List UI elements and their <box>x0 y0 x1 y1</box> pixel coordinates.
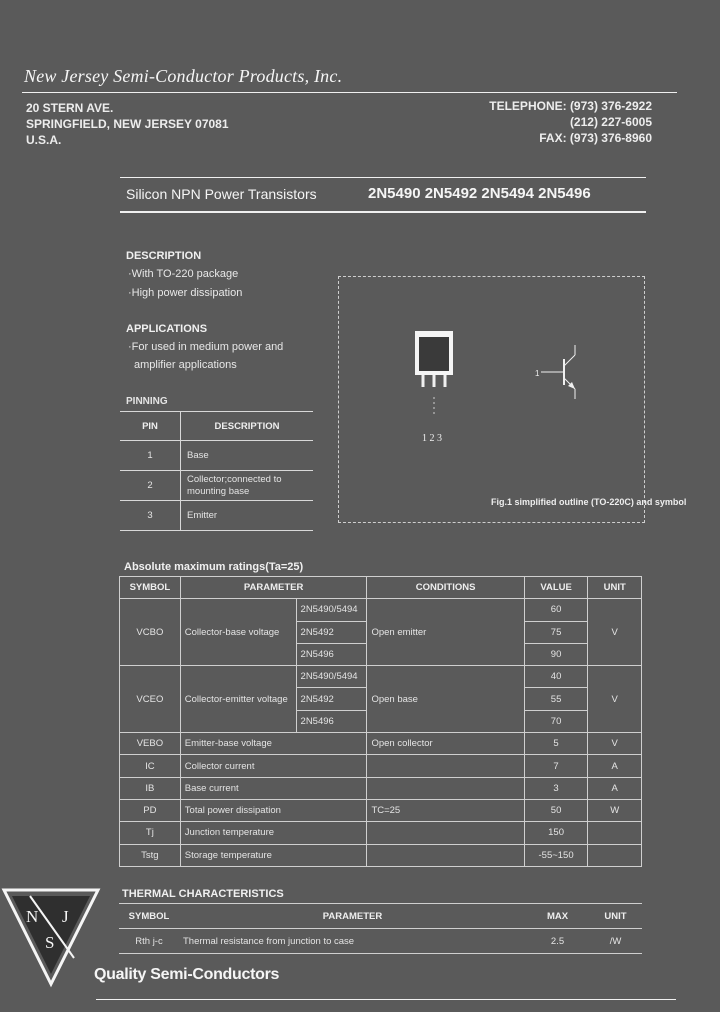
conditions-cell: Open collector <box>367 733 524 755</box>
value-cell: 60 <box>524 599 588 621</box>
contact-block <box>489 98 652 146</box>
value-cell: 75 <box>524 621 588 643</box>
device-cell: 2N5492 <box>296 621 367 643</box>
pin-column-header: PIN <box>120 412 181 441</box>
pin-description: Collector;connected to mounting base <box>181 471 314 501</box>
parameter-header: PARAMETER <box>179 904 526 929</box>
table-row <box>120 755 642 777</box>
device-cell: 2N5490/5494 <box>296 599 367 621</box>
value-header: VALUE <box>524 577 588 599</box>
description-item: ·High power dissipation <box>128 287 243 299</box>
device-cell: 2N5492 <box>296 688 367 710</box>
parameter-cell: Storage temperature <box>180 844 367 866</box>
parameter-header: PARAMETER <box>180 577 367 599</box>
parameter-cell: Collector current <box>180 755 367 777</box>
unit-cell: W <box>588 799 642 821</box>
parameter-cell: Total power dissipation <box>180 799 367 821</box>
symbol-cell: PD <box>120 799 181 821</box>
description-column-header: DESCRIPTION <box>181 412 314 441</box>
value-cell: 50 <box>524 799 588 821</box>
max-header: MAX <box>526 904 589 929</box>
application-item: amplifier applications <box>134 359 237 371</box>
conditions-cell: TC=25 <box>367 799 524 821</box>
fax-line: FAX: (973) 376-8960 <box>539 131 652 145</box>
address-line-1: 20 STERN AVE. <box>26 101 114 115</box>
table-row <box>120 822 642 844</box>
unit-cell: V <box>588 599 642 666</box>
pin-description: Emitter <box>181 501 314 531</box>
conditions-cell <box>367 755 524 777</box>
symbol-cell: Tstg <box>120 844 181 866</box>
unit-cell: A <box>588 755 642 777</box>
value-cell: 40 <box>524 666 588 688</box>
title-bottom-rule <box>120 211 646 213</box>
unit-cell: V <box>588 733 642 755</box>
company-name: New Jersey Semi-Conductor Products, Inc. <box>24 66 343 86</box>
description-item: ·With TO-220 package <box>128 268 239 280</box>
address-line-2: SPRINGFIELD, NEW JERSEY 07081 <box>26 117 229 131</box>
pin-number-labels: 1 2 3 <box>422 433 442 444</box>
symbol-cell: IC <box>120 755 181 777</box>
table-row <box>120 799 642 821</box>
unit-cell: /W <box>589 929 642 954</box>
figure-box <box>338 276 687 523</box>
address-line-3: U.S.A. <box>26 133 62 147</box>
parameter-cell: Collector-base voltage <box>180 599 296 666</box>
telephone-line: TELEPHONE: (973) 376-2922 <box>489 99 652 113</box>
symbol-header: SYMBOL <box>119 904 179 929</box>
logo-letter-n: N <box>26 907 39 926</box>
value-cell: 7 <box>524 755 588 777</box>
collector-lead <box>564 355 575 366</box>
table-row <box>120 666 642 688</box>
table-row <box>120 777 642 799</box>
pin-description: Base <box>181 441 314 471</box>
parameter-cell: Emitter-base voltage <box>180 733 367 755</box>
unit-cell <box>588 844 642 866</box>
pin-number: 1 <box>120 441 181 471</box>
symbol-header: SYMBOL <box>120 577 181 599</box>
to220-outline-and-symbol <box>339 277 687 522</box>
value-cell: 55 <box>524 688 588 710</box>
table-row <box>120 733 642 755</box>
pin-number: 2 <box>120 471 181 501</box>
conditions-cell <box>367 844 524 866</box>
figure-caption: Fig.1 simplified outline (TO-220C) and symbol <box>491 497 687 507</box>
pinning-row <box>120 441 313 471</box>
pinning-row <box>120 471 313 501</box>
unit-cell: A <box>588 777 642 799</box>
part-numbers: 2N5490 2N5492 2N5494 2N5496 <box>368 185 591 202</box>
device-cell: 2N5496 <box>296 710 367 732</box>
quality-tagline: Quality Semi-Conductors <box>94 966 280 983</box>
value-cell: 3 <box>524 777 588 799</box>
thermal-table <box>119 903 642 954</box>
value-cell: 90 <box>524 643 588 665</box>
symbol-base-pin: 1 <box>535 369 540 378</box>
pinning-row <box>120 501 313 531</box>
logo-letter-j: J <box>62 907 69 926</box>
pinning-table <box>120 411 313 531</box>
value-cell: 5 <box>524 733 588 755</box>
absolute-maximum-ratings-table <box>119 576 642 867</box>
value-cell: 70 <box>524 710 588 732</box>
symbol-cell: VCBO <box>120 599 181 666</box>
table-row <box>119 929 642 954</box>
njs-logo <box>2 888 100 988</box>
unit-header: UNIT <box>588 577 642 599</box>
conditions-cell: Open emitter <box>367 599 524 666</box>
applications-heading: APPLICATIONS <box>126 323 208 335</box>
device-cell: 2N5496 <box>296 643 367 665</box>
symbol-cell: Rth j-c <box>119 929 179 954</box>
table-row <box>120 599 642 621</box>
value-cell: -55~150 <box>524 844 588 866</box>
table-row <box>120 844 642 866</box>
conditions-cell <box>367 777 524 799</box>
telephone-line-2: (212) 227-6005 <box>569 115 652 129</box>
conditions-cell: Open base <box>367 666 524 733</box>
unit-cell: V <box>588 666 642 733</box>
pin-number: 3 <box>120 501 181 531</box>
description-heading: DESCRIPTION <box>126 250 202 262</box>
footer-rule <box>96 999 676 1000</box>
unit-cell <box>588 822 642 844</box>
max-cell: 2.5 <box>526 929 589 954</box>
product-line-title: Silicon NPN Power Transistors <box>126 186 317 202</box>
parameter-cell: Junction temperature <box>180 822 367 844</box>
header-rule <box>22 92 677 93</box>
package-die <box>419 337 449 371</box>
unit-header: UNIT <box>589 904 642 929</box>
application-item: ·For used in medium power and <box>128 341 284 353</box>
parameter-cell: Thermal resistance from junction to case <box>179 929 526 954</box>
symbol-cell: IB <box>120 777 181 799</box>
pinning-heading: PINNING <box>126 396 168 407</box>
thermal-heading: THERMAL CHARACTERISTICS <box>122 888 284 900</box>
value-cell: 150 <box>524 822 588 844</box>
logo-letter-s: S <box>45 933 55 952</box>
amr-heading: Absolute maximum ratings(Ta=25) <box>124 561 304 573</box>
address-block <box>26 100 229 148</box>
conditions-cell <box>367 822 524 844</box>
symbol-cell: VEBO <box>120 733 181 755</box>
device-cell: 2N5490/5494 <box>296 666 367 688</box>
parameter-cell: Collector-emitter voltage <box>180 666 296 733</box>
symbol-cell: Tj <box>120 822 181 844</box>
parameter-cell: Base current <box>180 777 367 799</box>
conditions-header: CONDITIONS <box>367 577 524 599</box>
title-top-rule <box>120 177 646 178</box>
symbol-cell: VCEO <box>120 666 181 733</box>
